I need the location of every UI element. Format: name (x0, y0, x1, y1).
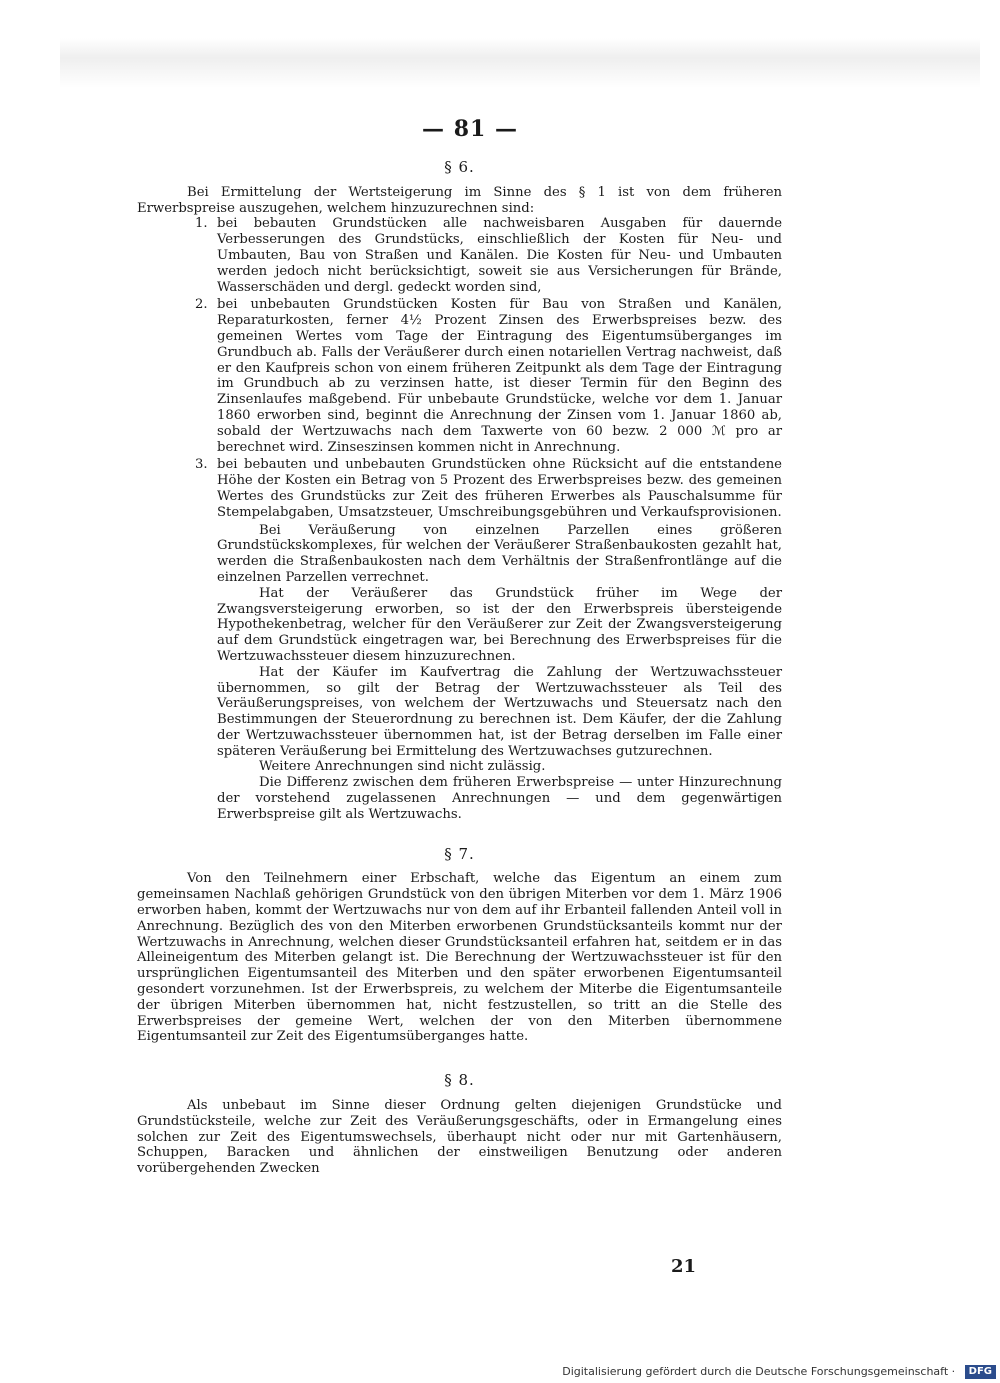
dfg-logo: DFG (965, 1365, 996, 1379)
list-item-number: 3. (195, 457, 208, 473)
section-6-paragraph: Weitere Anrechnungen sind nicht zulässig. (259, 759, 546, 775)
section-6-paragraph: Hat der Käufer im Kaufvertrag die Zahlung der Wertzuwachssteuer übernommen, so gilt der Betrag der Wertzuwachssteuer als Teil des Veräußerungspreises, von welchem der Wertzuwachs und Steuersatz nach den Bestimmungen der Steuerordnung zu berechnen ist. Dem Käufer, der die Zahlung der Wertzuwachssteuer übernommen hat, ist der Betrag derselben im Falle einer späteren Veräußerung bei Ermittelung des Wertzuwachses gutzurechnen. (217, 664, 782, 759)
section-6-paragraph: Bei Veräußerung von einzelnen Parzellen eines größeren Grundstückskomplexes, für welchen der Veräußerer Straßenbaukosten gezahlt hat, werden die Straßenbaukosten nach dem Verhältnis der Straßenfrontlänge auf die einzelnen Parzellen verrechnet. (217, 522, 782, 585)
signature-number: 21 (671, 1256, 697, 1277)
list-item-number: 1. (195, 216, 208, 232)
list-item-text: bei bebauten Grundstücken alle nachweisbaren Ausgaben für dauernde Verbesserungen des Grundstücks, einschließlich der Kosten für Neu- und Umbauten, Bau von Straßen und Kanälen. Die Kosten für Neu- und Umbauten werden jedoch nicht berücksichtigt, soweit sie aus Versicherungen für Brände, Wasserschäden und dergl. gedeckt worden sind, (217, 216, 782, 295)
list-item-text: bei unbebauten Grundstücken Kosten für Bau von Straßen und Kanälen, Reparaturkosten, ferner 4½ Prozent Zinsen des Erwerbspreises bezw. des gemeinen Wertes vom Tage der Eintragung des Eigentumsüberganges im Grundbuch ab. Falls der Veräußerer durch einen notariellen Vertrag nachweist, daß er den Kaufpreis schon von einem früheren Zeitpunkt als dem Tage der Eintragung im Grundbuch ab zu verzinsen hatte, ist dieser Termin für den Beginn des Zinsenlaufes maßgebend. Für unbebaute Grundstücke, welche vor dem 1. Januar 1860 erworben sind, beginnt die Anrechnung der Zinsen vom 1. Januar 1860 ab, sobald der Wertzuwachs nach dem Taxwerte von 60 bezw. 2 000 ℳ pro ar berechnet wird. Zinseszinsen kommen nicht in Anrechnung. (217, 297, 782, 455)
list-item (137, 297, 782, 455)
section-7-text: Von den Teilnehmern einer Erbschaft, welche das Eigentum an einem zum gemeinsamen Nachlaß gehörigen Grundstück von den übrigen Miterben vor dem 1. März 1906 erworben haben, kommt der Wertzuwachs nur von dem auf ihr Erbanteil fallenden Anteil voll in Anrechnung. Bezüglich des von den Miterben erworbenen Grundstücksanteils kommt nur der Wertzuwachs in Anrechnung, welchen dieser Grundstücksanteil erfahren hat, seitdem er in das Alleineigentum des Miterben gelangt ist. Die Berechnung der Wertzuwachssteuer ist für den ursprünglichen Eigentumsanteil des Miterben und den später erworbenen Eigentumsanteil gesondert vorzunehmen. Ist der Erwerbspreis, zu welchem der Miterbe die Eigentumsanteile der übrigen Miterben übernommen hat, nicht festzustellen, so tritt an die Stelle des Erwerbspreises der gemeine Wert, welchen der von den Miterben übernommene Eigentumsanteil zur Zeit des Eigentumsüberganges hatte. (137, 871, 782, 1045)
scan-artifact (60, 38, 980, 88)
page-body (137, 160, 782, 1177)
section-heading-6: § 6. (444, 158, 475, 176)
section-6-paragraph: Hat der Veräußerer das Grundstück früher im Wege der Zwangsversteigerung erworben, so ist der den Erwerbspreis übersteigende Hypothekenbetrag, welcher für den Veräußerer zur Zeit der Zwangsversteigerung auf dem Grundstück eingetragen war, bei Berechnung des Erwerbspreises für die Wertzuwachssteuer diesem hinzuzurechnen. (217, 585, 782, 664)
list-item (137, 216, 782, 295)
section-8-text: Als unbebaut im Sinne dieser Ordnung gelten diejenigen Grundstücke und Grundstücksteile, welche zur Zeit des Veräußerungsgeschäfts, oder in Ermangelung eines solchen zur Zeit des Eigentumswechsels, überhaupt nicht oder nur mit Gartenhäusern, Schuppen, Baracken und ähnlichen der einstweiligen Benutzung oder anderen vorübergehenden Zwecken (137, 1098, 782, 1177)
section-6-paragraph: Die Differenz zwischen dem früheren Erwerbspreise — unter Hinzurechnung der vorstehend zugelassenen Anrechnungen — und dem gegenwärtigen Erwerbspreise gilt als Wertzuwachs. (217, 775, 782, 822)
list-item (137, 457, 782, 520)
section-heading-8: § 8. (444, 1071, 475, 1090)
list-item-text: bei bebauten und unbebauten Grundstücken ohne Rücksicht auf die entstandene Höhe der Kosten ein Betrag von 5 Prozent des Erwerbspreises bezw. des gemeinen Wertes des Grundstücks zur Zeit des früheren Erwerbes als Pauschalsumme für Stempelabgaben, Umsatzsteuer, Umschreibungsgebühren und Verkaufsprovisionen. (217, 457, 782, 520)
section-6-list (137, 216, 782, 520)
section-heading-7: § 7. (444, 844, 475, 863)
footer-text: Digitalisierung gefördert durch die Deutsche Forschungsgemeinschaft · (562, 1365, 956, 1378)
digitization-footer (0, 1365, 996, 1379)
list-item-number: 2. (195, 297, 208, 313)
section-6-intro: Bei Ermittelung der Wertsteigerung im Sinne des § 1 ist von dem früheren Erwerbspreise auszugehen, welchem hinzuzurechnen sind: (137, 184, 782, 216)
page-number: — 81 — (422, 116, 518, 142)
